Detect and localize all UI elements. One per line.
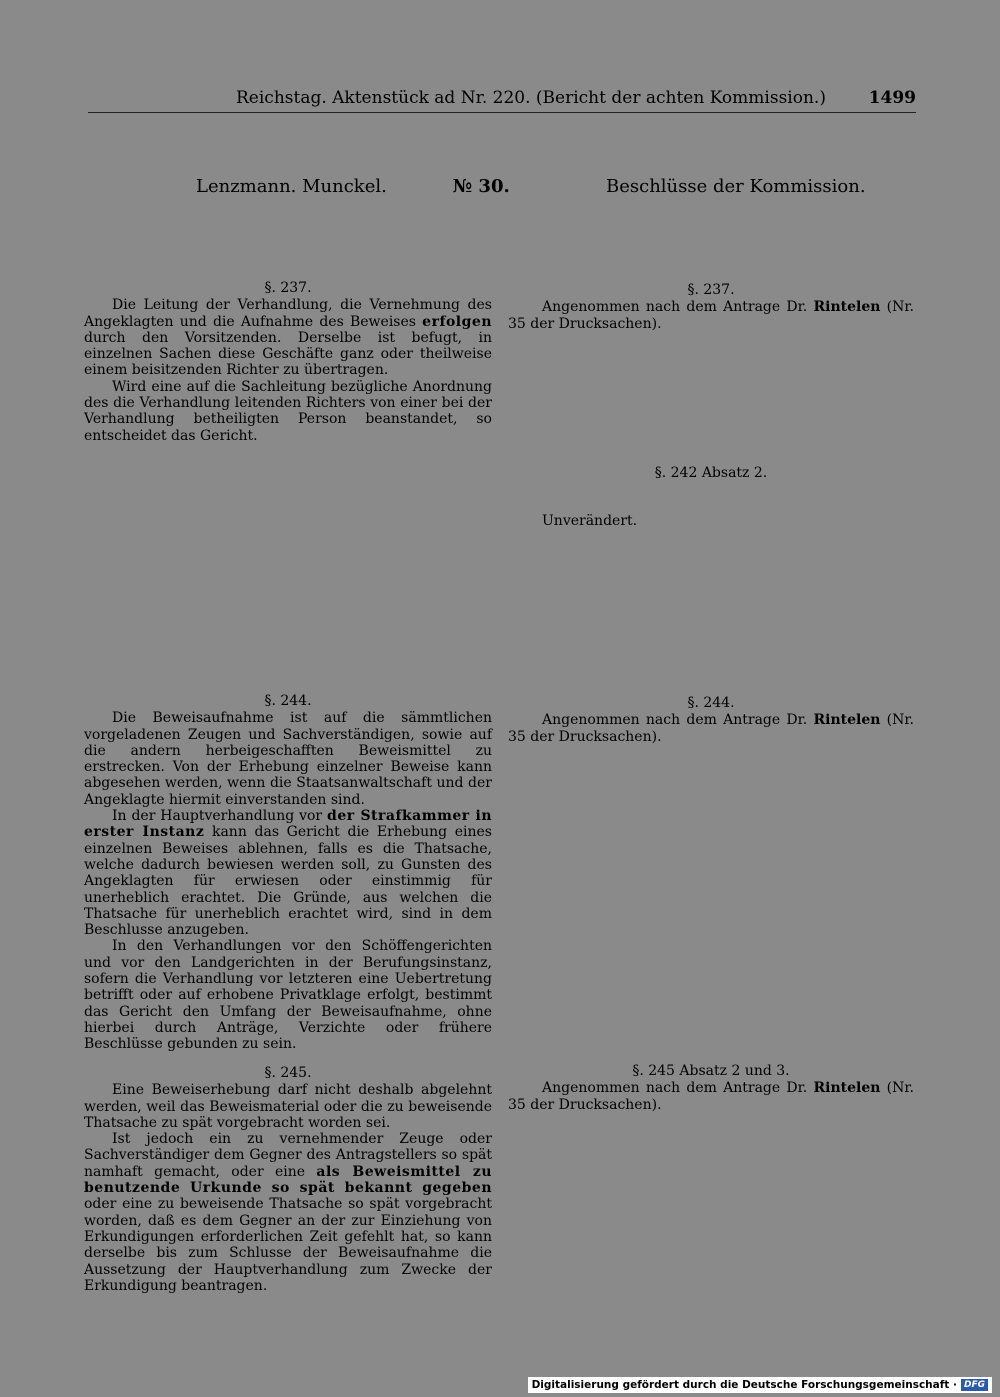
section-heading: §. 237.	[264, 280, 312, 296]
section-heading: §. 242 Absatz 2.	[654, 465, 768, 481]
right-column-heading: Beschlüsse der Kommission.	[606, 176, 866, 197]
paragraph: Ist jedoch ein zu vernehmender Zeuge oder Sachverständiger dem Gegner des Antragstellers so spät namhaft gemacht, oder eine als Beweismittel zu benutzende Urkunde so spät bekannt gegeben oder eine zu beweisende Thatsache so spät vorgebracht worden, daß es dem Gegner an der zur Einziehung von Erkundigungen erforderlichen Zeit gefehlt hat, so kann derselbe bis zum Schlusse der Beweisaufnahme die Aussetzung der Hauptverhandlung zum Zwecke der Erkundigung beantragen.	[84, 1131, 492, 1294]
digitization-credit	[528, 1377, 992, 1393]
left-section-244	[84, 693, 492, 1053]
section-heading: §. 244.	[264, 693, 312, 709]
right-section-242	[508, 465, 914, 530]
right-section-237	[508, 282, 914, 332]
paragraph: In der Hauptverhandlung vor der Strafkammer in erster Instanz kann das Gericht die Erhebung eines einzelnen Beweises ablehnen, falls es die Thatsache, welche dadurch bewiesen werden soll, zu Gunsten des Angeklagten für erwiesen oder einstimmig für unerheblich erachtet. Die Gründe, aus welchen die Thatsache für unerheblich erachtet wird, sind in dem Beschlusse anzugeben.	[84, 808, 492, 939]
page-number: 1499	[868, 88, 916, 108]
paragraph: Die Beweisaufnahme ist auf die sämmtlichen vorgeladenen Zeugen und Sachverständigen, sowie auf die andern herbeigeschafften Beweismittel zu erstrecken. Von der Erhebung einzelner Beweise kann abgesehen werden, wenn die Staatsanwaltschaft und der Angeklagte hiermit einverstanden sind.	[84, 710, 492, 808]
section-heading: §. 237.	[687, 282, 735, 298]
motion-number: № 30.	[452, 176, 510, 197]
dfg-logo-icon: DFG	[961, 1379, 988, 1391]
emphasis: erfolgen	[422, 313, 492, 330]
right-section-245	[508, 1063, 914, 1113]
decision-text: Angenommen nach dem Antrage Dr. Rintelen (Nr. 35 der Drucksachen).	[508, 299, 914, 332]
section-heading: §. 245.	[264, 1065, 312, 1081]
decision-text: Unverändert.	[542, 513, 638, 530]
left-column-heading	[196, 176, 510, 197]
paragraph: Eine Beweiserhebung darf nicht deshalb abgelehnt werden, weil das Beweismaterial oder die zu beweisende Thatsache zu spät vorgebracht worden sei.	[84, 1082, 492, 1131]
emphasis: Rintelen	[813, 299, 881, 316]
emphasis: Rintelen	[813, 712, 881, 729]
emphasis: der Strafkammer in erster Instanz	[84, 808, 492, 841]
paragraph: In den Verhandlungen vor den Schöffengerichten und vor den Landgerichten in der Berufungsinstanz, sofern die Verhandlung vor letzteren eine Uebertretung betrifft oder auf erhobene Privatklage erfolgt, bestimmt das Gericht den Umfang der Beweisaufnahme, ohne hierbei durch Anträge, Verzichte oder frühere Beschlüsse gebunden zu sein.	[84, 938, 492, 1053]
left-section-237	[84, 280, 492, 444]
paragraph: Die Leitung der Verhandlung, die Vernehmung des Angeklagten und die Aufnahme des Beweises erfolgen durch den Vorsitzenden. Derselbe ist befugt, in einzelnen Sachen diese Geschäfte ganz oder theilweise einem beisitzenden Richter zu übertragen.	[84, 297, 492, 379]
motion-authors: Lenzmann. Munckel.	[196, 176, 387, 197]
emphasis: Rintelen	[813, 1080, 881, 1097]
paragraph: Wird eine auf die Sachleitung bezügliche Anordnung des die Verhandlung leitenden Richters von einer bei der Verhandlung betheiligten Person beanstandet, so entscheidet das Gericht.	[84, 378, 492, 444]
emphasis: als Beweismittel zu benutzende Urkunde so spät bekannt gegeben	[84, 1163, 492, 1197]
left-section-245	[84, 1065, 492, 1294]
decision-text: Angenommen nach dem Antrage Dr. Rintelen (Nr. 35 der Drucksachen).	[508, 712, 914, 745]
page-header	[88, 88, 916, 113]
right-section-244	[508, 695, 914, 745]
section-heading: §. 245 Absatz 2 und 3.	[632, 1063, 790, 1079]
section-heading: §. 244.	[687, 695, 735, 711]
running-title: Reichstag. Aktenstück ad Nr. 220. (Bericht der achten Kommission.)	[236, 88, 826, 108]
decision-text: Angenommen nach dem Antrage Dr. Rintelen (Nr. 35 der Drucksachen).	[508, 1080, 914, 1113]
credit-text: Digitalisierung gefördert durch die Deutsche Forschungsgemeinschaft ·	[531, 1379, 957, 1391]
